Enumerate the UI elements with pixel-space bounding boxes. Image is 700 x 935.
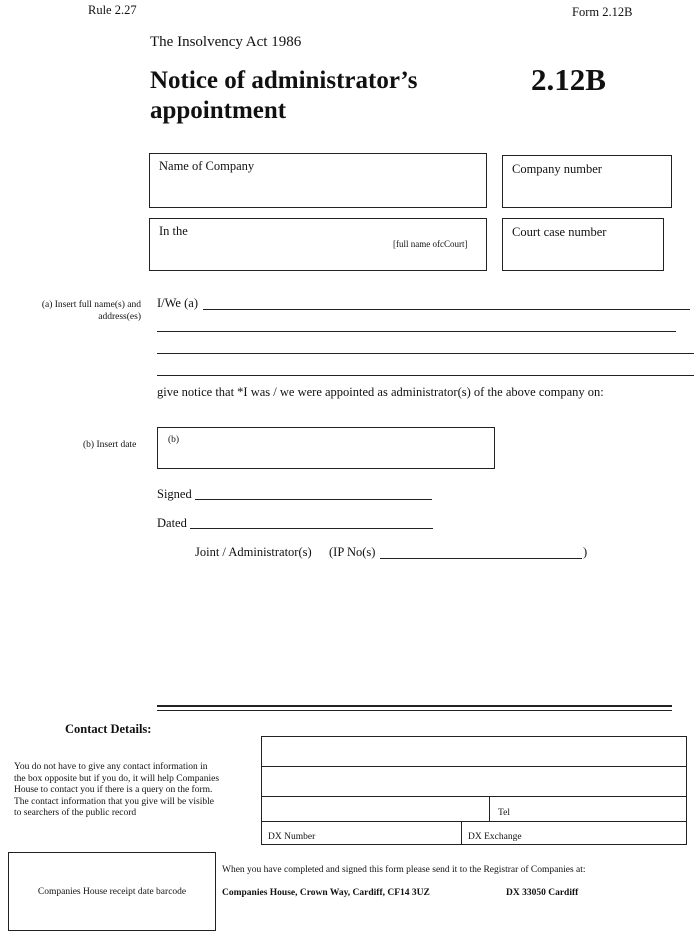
contact-info-line: the box opposite but if you do, it will help Companies <box>14 773 220 784</box>
page-title <box>150 66 418 126</box>
signed-line[interactable] <box>195 499 432 500</box>
margin-note-a-line1: (a) Insert full name(s) and <box>41 300 141 310</box>
court-hint: [full name ofcCourt] <box>393 239 468 249</box>
in-the-label: In the <box>159 224 188 238</box>
company-name-field[interactable] <box>149 153 487 208</box>
ip-close-paren: ) <box>583 545 588 559</box>
appointment-date-field[interactable] <box>157 427 495 469</box>
ip-number-label: (IP No(s) <box>329 545 376 559</box>
iwe-line-2[interactable] <box>157 331 676 332</box>
ip-number-line[interactable] <box>380 558 582 559</box>
registrar-address: Companies House, Crown Way, Cardiff, CF14 3UZ <box>222 888 430 898</box>
company-number-label: Company number <box>512 162 602 176</box>
joint-admin-label: Joint / Administrator(s) <box>195 545 312 559</box>
dated-line[interactable] <box>190 528 433 529</box>
contact-info-line: to searchers of the public record <box>14 808 137 819</box>
rule-reference: Rule 2.27 <box>88 3 137 17</box>
send-instructions: When you have completed and signed this form please send it to the Registrar of Companies at: <box>222 865 586 875</box>
contact-name-field[interactable] <box>262 737 686 767</box>
page-title-line1: Notice of administrator’s <box>150 67 418 94</box>
court-case-number-field[interactable] <box>502 218 664 271</box>
contact-address-line-field[interactable] <box>262 797 490 822</box>
iwe-line-1[interactable] <box>203 309 690 310</box>
margin-note-b: (b) Insert date <box>83 440 137 450</box>
company-name-label: Name of Company <box>159 159 255 173</box>
court-name-field[interactable] <box>149 218 487 271</box>
dx-exchange-field[interactable] <box>462 822 686 844</box>
page-title-line2: appointment <box>150 97 287 124</box>
tel-label: Tel <box>498 808 510 818</box>
registrar-dx: DX 33050 Cardiff <box>506 888 579 898</box>
margin-note-a <box>12 299 141 323</box>
divider-top <box>157 705 672 707</box>
contact-info-line: You do not have to give any contact information in <box>14 762 208 772</box>
divider-bottom <box>157 710 672 711</box>
contact-info-line: House to contact you if there is a query on the form. <box>14 785 213 796</box>
date-box-label: (b) <box>168 435 180 445</box>
contact-box <box>261 736 687 845</box>
iwe-line-4[interactable] <box>157 375 694 376</box>
dx-number-label: DX Number <box>268 832 316 842</box>
signed-label: Signed <box>157 487 192 501</box>
dx-exchange-label: DX Exchange <box>468 832 522 842</box>
contact-info-line: The contact information that you give will be visible <box>14 796 214 807</box>
dated-label: Dated <box>157 516 187 530</box>
barcode-label: Companies House receipt date barcode <box>37 887 187 897</box>
iwe-label: I/We (a) <box>157 296 198 310</box>
tel-field[interactable] <box>490 797 686 822</box>
act-title: The Insolvency Act 1986 <box>150 34 302 50</box>
contact-heading: Contact Details: <box>65 722 152 736</box>
form-number: 2.12B <box>531 62 606 97</box>
company-number-field[interactable] <box>502 155 672 208</box>
iwe-line-3[interactable] <box>157 353 694 354</box>
dx-number-field[interactable] <box>262 822 462 844</box>
court-case-label: Court case number <box>512 225 607 239</box>
notice-text: give notice that *I was / we were appointed as administrator(s) of the above company on: <box>157 385 604 399</box>
barcode-box <box>8 852 216 931</box>
contact-info <box>14 762 254 820</box>
form-reference: Form 2.12B <box>572 5 633 19</box>
contact-address-field[interactable] <box>262 767 686 797</box>
margin-note-a-line2: address(es) <box>98 312 141 322</box>
